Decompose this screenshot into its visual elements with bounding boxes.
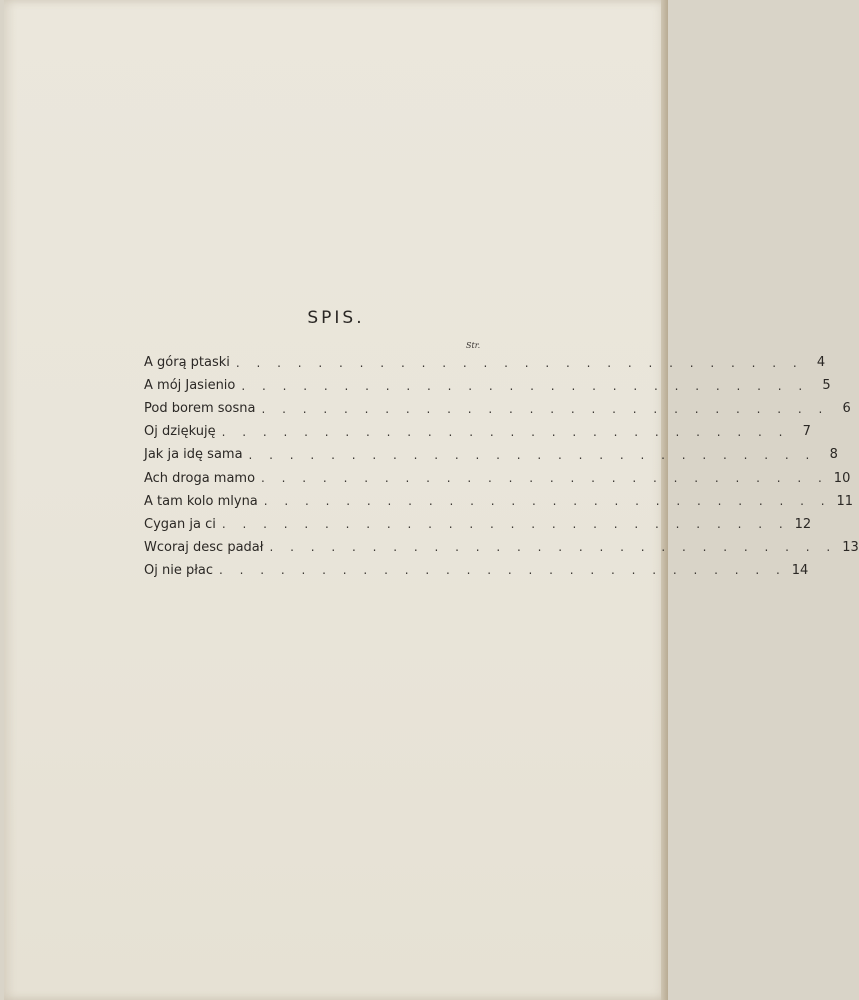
- toc-entry: [144, 559, 809, 582]
- toc-entry: [144, 466, 851, 489]
- toc-entry-title: A górą ptaski: [144, 355, 230, 371]
- toc-entry-page: 4: [816, 355, 826, 371]
- toc-entry-page: 7: [802, 424, 811, 440]
- dot-leader: . . . . . . . . . . . . . . . . . . . . . . . . . . . .: [221, 424, 789, 439]
- toc-entry-title: Ach droga mamo: [144, 470, 256, 486]
- toc-entry-page: 6: [842, 401, 851, 417]
- toc-entry: [144, 397, 851, 420]
- toc-entry-title: Pod borem sosna: [144, 401, 256, 417]
- document-page: [4, 0, 859, 1000]
- toc-entry: [144, 536, 859, 559]
- toc-entry-page: 12: [794, 516, 812, 532]
- toc-entry-page: 11: [836, 493, 854, 509]
- page-title: SPIS.: [307, 308, 365, 328]
- toc-entry: [144, 420, 811, 443]
- dot-leader: . . . . . . . . . . . . . . . . . . . . . . . . . . . .: [263, 494, 832, 509]
- toc-entry-title: Cygan ja ci: [144, 516, 216, 532]
- toc-entry-page: 14: [791, 562, 809, 578]
- page-column-label: Str.: [466, 341, 481, 350]
- toc-entry: [144, 443, 838, 466]
- toc-entry-page: 5: [822, 378, 831, 394]
- toc-entry: [144, 513, 812, 536]
- toc-entry: [144, 490, 854, 513]
- table-of-contents: [144, 351, 859, 582]
- toc-entry-title: Oj nie płac: [144, 562, 214, 578]
- toc-entry-page: 10: [833, 470, 851, 486]
- dot-leader: . . . . . . . . . . . . . . . . . . . . . . . . . . . .: [235, 355, 804, 370]
- dot-leader: . . . . . . . . . . . . . . . . . . . . . . . . . . . .: [248, 447, 816, 462]
- toc-entry-title: Oj dziękuję: [144, 424, 216, 440]
- toc-entry-page: 13: [842, 539, 859, 555]
- toc-entry-title: Wcoraj desc padał: [144, 539, 264, 555]
- toc-entry: [144, 374, 831, 397]
- dot-leader: . . . . . . . . . . . . . . . . . . . . . . . . . . . .: [261, 401, 829, 416]
- toc-entry-title: Jak ja idę sama: [144, 447, 243, 463]
- dot-leader: . . . . . . . . . . . . . . . . . . . . . . . . . . . .: [221, 517, 790, 532]
- toc-entry: [144, 351, 826, 374]
- toc-entry-page: 8: [829, 447, 838, 463]
- toc-entry-title: A mój Jasienio: [144, 378, 236, 394]
- toc-entry-title: A tam kolo mlyna: [144, 493, 258, 509]
- dot-leader: . . . . . . . . . . . . . . . . . . . . . . . . . . . .: [269, 540, 837, 555]
- dot-leader: . . . . . . . . . . . . . . . . . . . . . . . . . . . .: [219, 563, 787, 578]
- dot-leader: . . . . . . . . . . . . . . . . . . . . . . . . . . . .: [241, 378, 809, 393]
- dot-leader: . . . . . . . . . . . . . . . . . . . . . . . . . . . .: [261, 471, 829, 486]
